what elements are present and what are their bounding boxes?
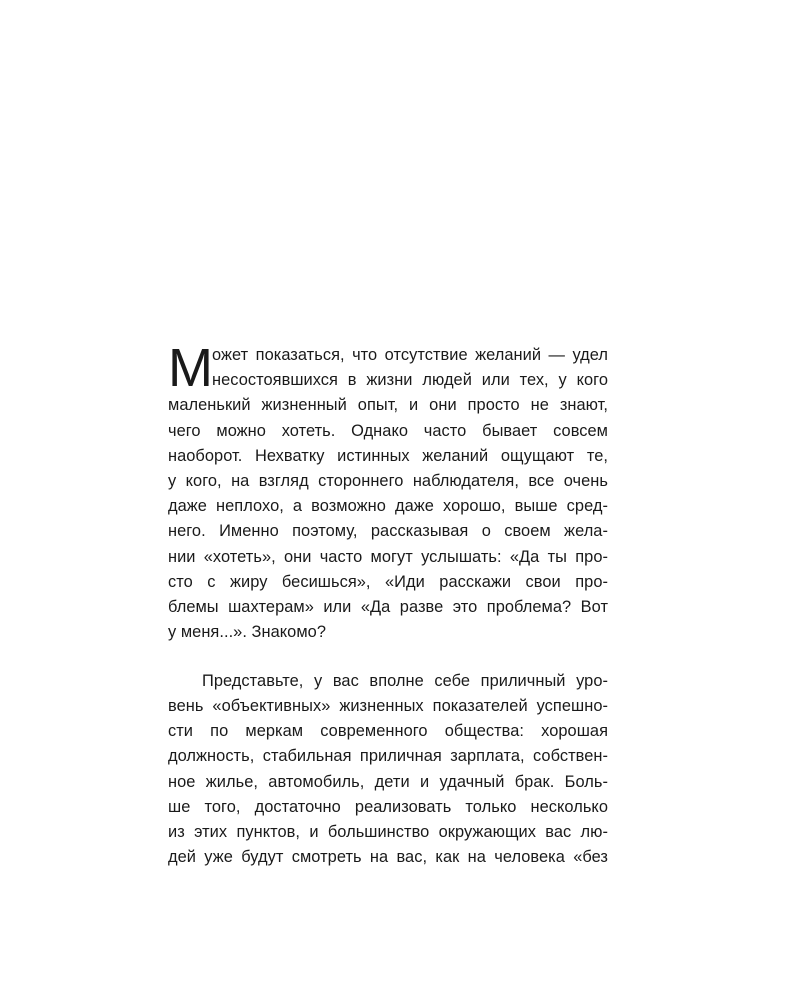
paragraph-2 bbox=[168, 669, 608, 871]
text-line: ожет показаться, что отсутствие желаний — удел bbox=[212, 346, 608, 364]
paragraph-gap bbox=[168, 645, 608, 669]
text-line: дей уже будут смотреть на вас, как на человека «без bbox=[168, 848, 608, 867]
text-line: даже неплохо, а возможно даже хорошо, выше сред- bbox=[168, 497, 608, 516]
text-line: маленький жизненный опыт, и они просто не знают, bbox=[168, 396, 608, 415]
text-line: вень «объективных» жизненных показателей успешно- bbox=[168, 697, 608, 716]
text-line: Представьте, у вас вполне себе приличный уро- bbox=[202, 671, 608, 690]
text-line: наоборот. Нехватку истинных желаний ощущают те, bbox=[168, 446, 608, 465]
text-line: чего можно хотеть. Однако часто бывает совсем bbox=[168, 421, 608, 440]
text-line: него. Именно поэтому, рассказывая о своем жела- bbox=[168, 522, 608, 541]
article-text bbox=[168, 338, 608, 870]
text-line: сти по меркам современного общества: хорошая bbox=[168, 722, 608, 741]
text-line: должность, стабильная приличная зарплата, собствен- bbox=[168, 747, 608, 766]
text-line: несостоявшихся в жизни людей или тех, у кого bbox=[212, 371, 608, 390]
text-line: ше того, достаточно реализовать только несколько bbox=[168, 797, 608, 816]
dropcap-letter: М bbox=[168, 338, 212, 398]
text-line: ное жилье, автомобиль, дети и удачный брак. Боль- bbox=[168, 772, 608, 791]
text-line: сто с жиру бесишься», «Иди расскажи свои про- bbox=[168, 572, 608, 591]
paragraph-1 bbox=[168, 338, 608, 645]
text-line: из этих пунктов, и большинство окружающих вас лю- bbox=[168, 822, 608, 841]
text-line: у меня...». Знакомо? bbox=[168, 623, 326, 642]
text-line: нии «хотеть», они часто могут услышать: «Да ты про- bbox=[168, 547, 608, 566]
text-line: у кого, на взгляд стороннего наблюдателя, все очень bbox=[168, 471, 608, 490]
text-line: блемы шахтерам» или «Да разве это проблема? Вот bbox=[168, 597, 608, 616]
